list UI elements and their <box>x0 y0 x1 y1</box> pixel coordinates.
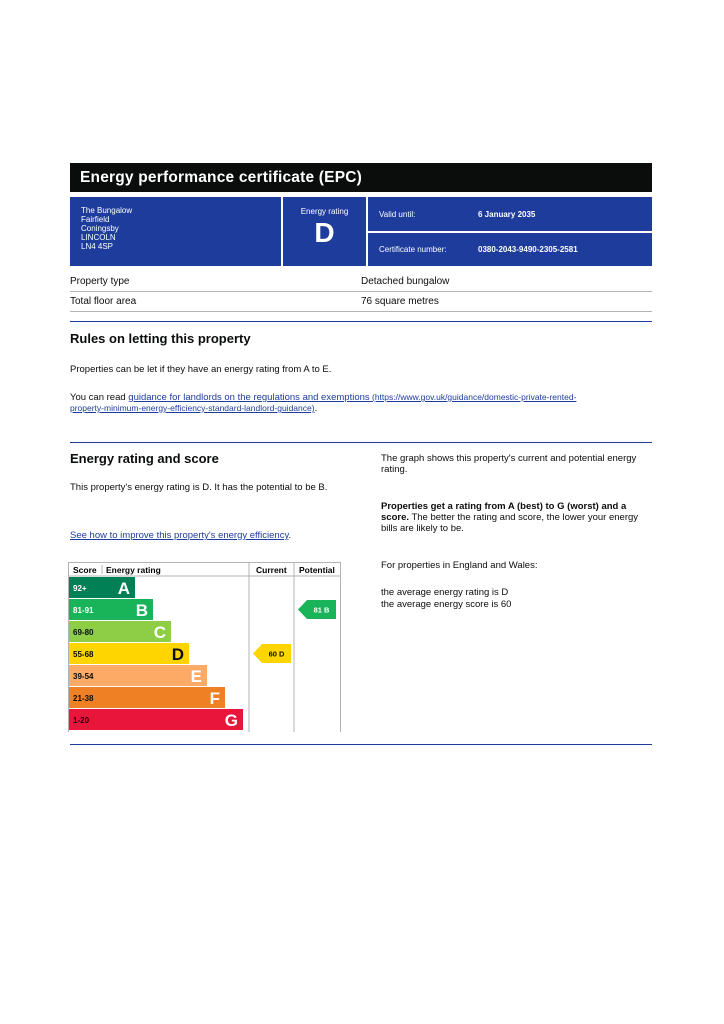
chart-headers <box>73 565 335 575</box>
graph-description: The graph shows this property's current and potential energy rating. <box>381 453 637 475</box>
band-range-b: 81-91 <box>73 606 94 615</box>
page-title: Energy performance certificate (EPC) <box>70 163 652 192</box>
energy-rating-label: Energy rating <box>300 207 349 216</box>
valid-until-box <box>368 197 652 231</box>
rating-explanation-bold: Properties get a rating from A (best) to G (worst) and a score. <box>381 501 627 523</box>
average-score-text: the average energy score is 60 <box>381 599 512 610</box>
energy-rating-box <box>283 197 366 266</box>
rules-guidance-text <box>70 392 640 414</box>
band-letter-g: G <box>224 711 238 730</box>
average-rating-text: the average energy rating is D <box>381 587 509 598</box>
band-range-d: 55-68 <box>73 650 94 659</box>
landlord-guidance-link-text[interactable]: guidance for landlords on the regulations and exemptions <box>128 392 370 403</box>
section-divider <box>70 442 652 443</box>
band-letter-f: F <box>209 689 220 708</box>
band-bar-g <box>69 709 243 730</box>
band-letter-a: A <box>117 579 130 598</box>
header-energy-rating: Energy rating <box>106 565 161 575</box>
band-range-g: 1-20 <box>73 716 90 725</box>
floor-area-row <box>70 292 652 312</box>
current-rating-marker-label: 60 D <box>268 649 285 659</box>
certificate-number-label: Certificate number: <box>379 245 447 254</box>
rating-explanation <box>381 501 651 534</box>
improve-efficiency-link[interactable]: See how to improve this property's energy efficiency <box>70 530 289 541</box>
band-range-c: 69-80 <box>73 628 94 637</box>
rating-explanation-rest: The better the rating and score, the lower your energy bills are likely to be. <box>381 512 639 534</box>
band-range-e: 39-54 <box>73 672 94 681</box>
energy-rating-letter: D <box>314 217 335 248</box>
band-range-f: 21-38 <box>73 694 94 703</box>
score-text: This property's energy rating is D. It has the potential to be B. <box>70 482 328 493</box>
rules-guidance-suffix: . <box>314 403 318 414</box>
certificate-number-box <box>368 233 652 266</box>
floor-area-label: Total floor area <box>70 296 137 307</box>
section-divider <box>70 744 652 745</box>
address-box <box>70 197 281 266</box>
band-letter-b: B <box>135 601 148 620</box>
rules-guidance-prefix: You can read <box>70 392 129 403</box>
england-wales-text: For properties in England and Wales: <box>381 560 538 571</box>
section-divider <box>70 321 652 322</box>
energy-rating-chart <box>68 562 342 732</box>
band-letter-e: E <box>190 667 202 686</box>
band-range-a: 92+ <box>73 584 87 593</box>
address-line: The Bungalow <box>81 206 133 215</box>
band-letter-d: D <box>171 645 184 664</box>
landlord-guidance-url[interactable]: property-minimum-energy-efficiency-standard-landlord-guidance) <box>70 403 315 413</box>
header-score: Score <box>73 565 97 575</box>
address-line: Fairfield <box>81 215 110 224</box>
address-line: Coningsby <box>81 224 119 233</box>
header-current: Current <box>256 565 287 575</box>
certificate-number-value: 0380-2043-9490-2305-2581 <box>478 245 578 254</box>
property-type-row <box>70 272 652 292</box>
landlord-guidance-link[interactable] <box>70 392 576 414</box>
valid-until-label: Valid until: <box>379 210 416 219</box>
header-potential: Potential <box>299 565 335 575</box>
property-type-value: Detached bungalow <box>361 276 450 287</box>
band-letter-c: C <box>153 623 166 642</box>
rules-heading: Rules on letting this property <box>70 331 251 346</box>
landlord-guidance-url[interactable]: (https://www.gov.uk/guidance/domestic-private-rented- <box>369 392 577 402</box>
address-line: LN4 4SP <box>81 242 114 251</box>
chart-bands <box>69 577 243 730</box>
rules-text: Properties can be let if they have an energy rating from A to E. <box>70 364 332 375</box>
improve-suffix: . <box>288 530 292 541</box>
floor-area-value: 76 square metres <box>361 296 439 307</box>
improve-text <box>70 530 291 541</box>
address-line: LINCOLN <box>81 233 116 242</box>
property-type-label: Property type <box>70 276 130 287</box>
score-heading: Energy rating and score <box>70 451 219 466</box>
valid-until-value: 6 January 2035 <box>478 210 536 219</box>
potential-rating-marker-label: 81 B <box>313 605 330 615</box>
